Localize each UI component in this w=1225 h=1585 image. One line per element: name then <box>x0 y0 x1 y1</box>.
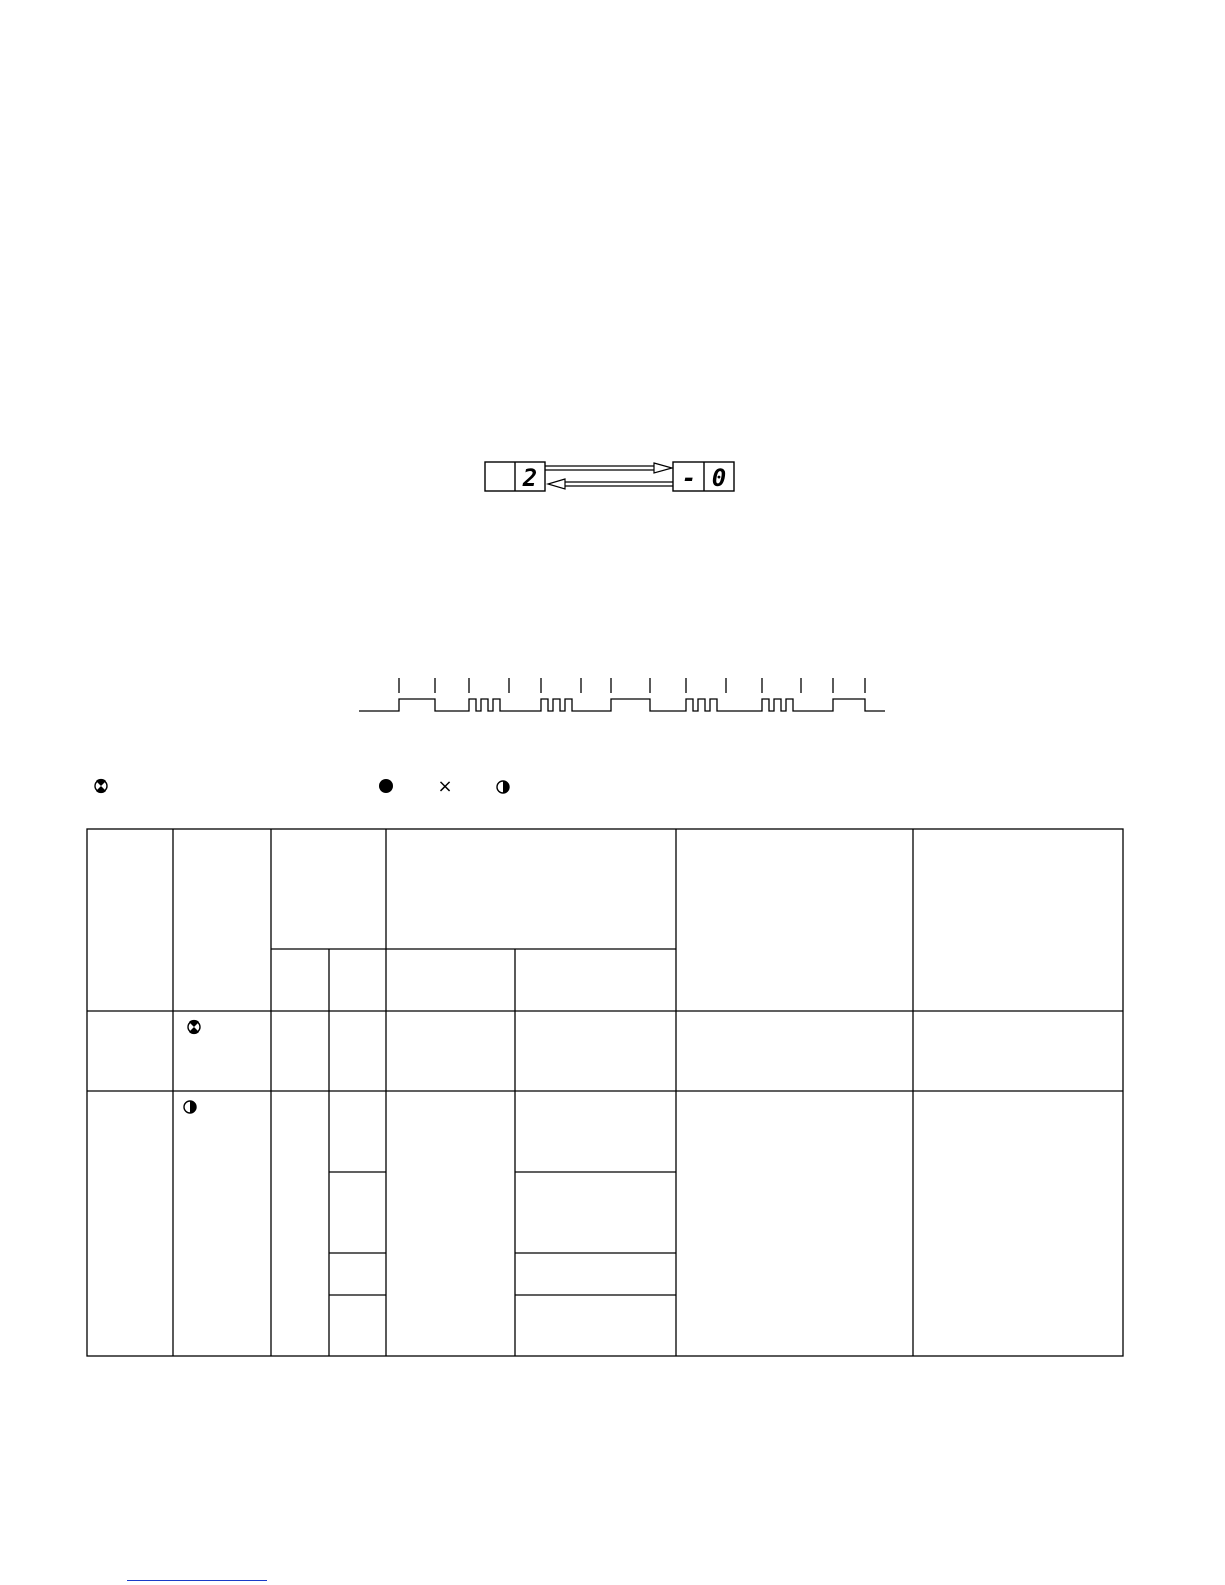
off-icon: × <box>437 776 453 797</box>
display-right-digit: 0 <box>711 464 727 492</box>
display-left-digit: 2 <box>522 464 538 492</box>
row1-blink-icon <box>188 1020 200 1034</box>
footer-link-underline[interactable] <box>127 1580 267 1581</box>
timing-waveform <box>359 678 885 711</box>
status-table <box>87 829 1123 1356</box>
arrow-left-icon <box>548 479 673 489</box>
half-blink-icon <box>497 781 509 793</box>
display-right-dash: - <box>681 464 697 492</box>
row2-half-blink-icon <box>184 1101 196 1113</box>
blink-icon <box>95 779 107 793</box>
on-icon <box>379 779 393 793</box>
arrow-right-icon <box>545 463 672 473</box>
